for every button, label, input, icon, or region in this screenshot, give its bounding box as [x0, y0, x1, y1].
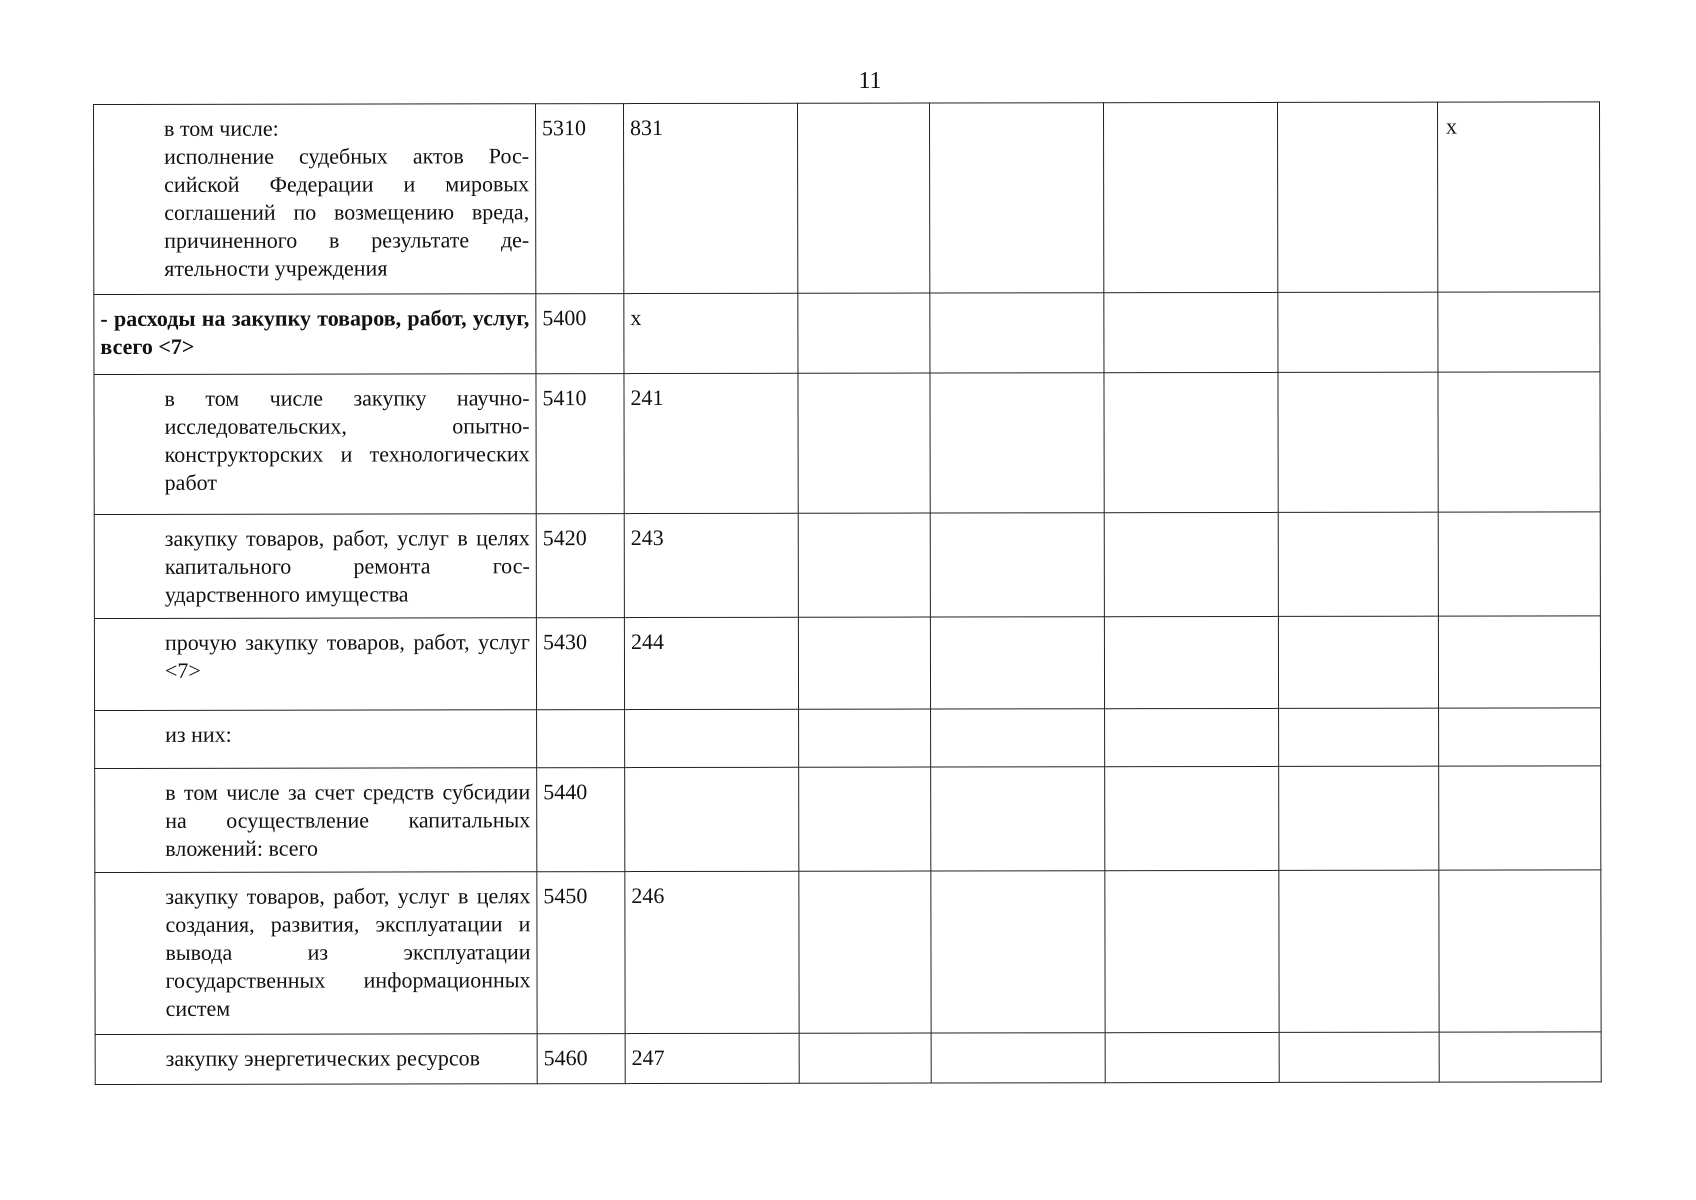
value-cell — [799, 871, 931, 1033]
row-code: 5440 — [537, 768, 625, 872]
value-cell — [931, 871, 1105, 1033]
table-row — [94, 102, 1600, 295]
value-cell — [1279, 708, 1439, 766]
row-code: 5460 — [537, 1034, 625, 1084]
row-code: 5410 — [536, 374, 624, 514]
value-cell — [798, 513, 930, 617]
value-cell — [799, 1033, 931, 1083]
expenditure-table — [93, 101, 1602, 1085]
row-name: закупку товаров, работ, услуг в целях создания, развития, эксплуатации и вывода из эксплуатации государственных информационных систем — [95, 872, 537, 1035]
value-cell — [1278, 616, 1438, 708]
value-cell — [1105, 1032, 1279, 1082]
row-kbk: 244 — [624, 617, 798, 709]
value-cell — [931, 1033, 1105, 1083]
row-code: 5400 — [536, 294, 624, 374]
row-last-value — [1438, 512, 1600, 616]
value-cell — [798, 293, 930, 373]
value-cell — [1278, 372, 1438, 512]
row-last-value — [1438, 616, 1600, 708]
row-name: закупку товаров, работ, услуг в целях капитального ремонта государственного имущества — [94, 514, 536, 619]
value-cell — [930, 373, 1104, 513]
table-row — [95, 870, 1601, 1035]
value-cell — [1104, 292, 1278, 372]
value-cell — [1104, 372, 1278, 512]
row-code: 5310 — [536, 104, 624, 294]
table-row — [94, 292, 1600, 375]
row-last-value — [1439, 766, 1601, 870]
table-row — [95, 1032, 1601, 1085]
row-name: из них: — [95, 710, 537, 769]
row-name: в том числе закупку научно-исследовательских, опытно-конструкторских и технологических работ — [94, 374, 536, 515]
value-cell — [930, 617, 1104, 709]
row-kbk — [625, 709, 799, 767]
value-cell — [1278, 512, 1438, 616]
row-name: - расходы на закупку товаров, работ, услуг, всего <7> — [94, 294, 536, 375]
row-code: 5430 — [536, 618, 624, 710]
value-cell — [797, 103, 929, 293]
value-cell — [1104, 512, 1278, 616]
row-kbk: 243 — [624, 513, 798, 617]
row-kbk: 247 — [625, 1033, 799, 1083]
row-last-value — [1439, 870, 1601, 1032]
value-cell — [799, 767, 931, 871]
table-row — [95, 708, 1601, 769]
row-last-value — [1439, 1032, 1601, 1082]
value-cell — [1103, 102, 1277, 292]
value-cell — [799, 709, 931, 767]
row-last-value: x — [1437, 102, 1599, 292]
table-row — [94, 372, 1600, 515]
value-cell — [1279, 766, 1439, 870]
row-name: в том числе за счет средств субсидии на осуществление капитальных вложений: всего — [95, 768, 537, 873]
row-kbk: x — [624, 293, 798, 373]
value-cell — [1278, 292, 1438, 372]
row-code: 5450 — [537, 872, 625, 1034]
value-cell — [929, 103, 1103, 293]
value-cell — [798, 373, 930, 513]
value-cell — [931, 767, 1105, 871]
row-last-value — [1439, 708, 1601, 766]
row-last-value — [1438, 372, 1600, 512]
row-kbk — [625, 767, 799, 871]
row-code: 5420 — [536, 514, 624, 618]
value-cell — [1279, 1032, 1439, 1082]
table-row — [94, 512, 1600, 619]
value-cell — [1279, 870, 1439, 1032]
value-cell — [1104, 616, 1278, 708]
value-cell — [1105, 766, 1279, 870]
row-name: в том числе: исполнение судебных актов Российской Федерации и мировых соглашений по возмещению вреда, причиненного в результате деятельности учреждения — [94, 104, 536, 295]
row-kbk: 246 — [625, 871, 799, 1033]
row-kbk: 831 — [624, 103, 798, 293]
row-name: закупку энергетических ресурсов — [95, 1034, 537, 1085]
row-code — [537, 710, 625, 768]
value-cell — [1105, 870, 1279, 1032]
value-cell — [930, 293, 1104, 373]
row-last-value — [1438, 292, 1600, 372]
row-name: прочую закупку товаров, работ, услуг <7> — [94, 618, 536, 711]
value-cell — [1277, 102, 1437, 292]
value-cell — [930, 513, 1104, 617]
table-row — [95, 766, 1601, 873]
value-cell — [931, 709, 1105, 767]
table-row — [94, 616, 1600, 711]
value-cell — [1105, 708, 1279, 766]
page-number: 11 — [858, 68, 882, 94]
row-kbk: 241 — [624, 373, 798, 513]
value-cell — [798, 617, 930, 709]
